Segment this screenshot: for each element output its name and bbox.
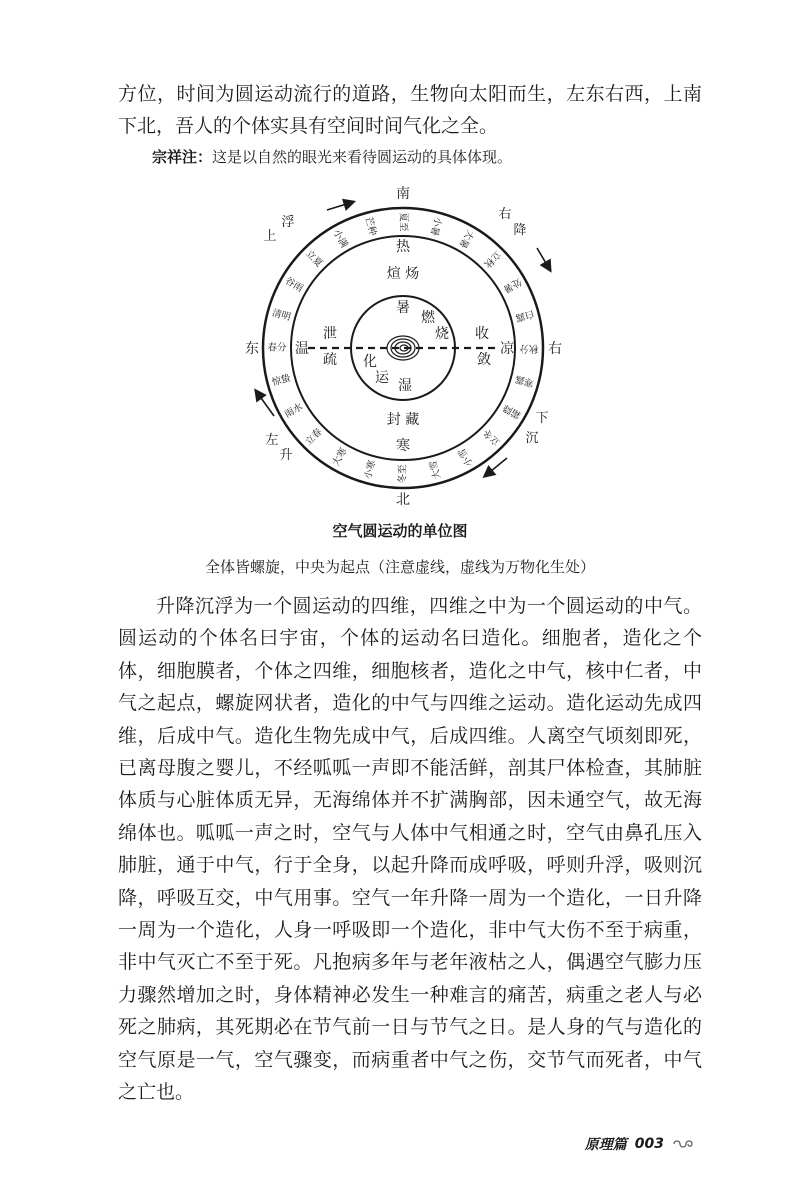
solar-term-label: 大雪 [427,459,444,481]
inner-right: 烧 [435,326,449,342]
corner-top-right-1: 右 [498,207,512,222]
ring-top-pair: 煊 炀 [386,266,420,282]
arrow-top-left [327,202,353,210]
solar-term-label: 芒种 [362,215,379,237]
solar-term-label: 惊蛰 [270,372,292,389]
inner-left: 化 [363,354,377,370]
solar-term-label: 夏至 [397,212,409,232]
ring-cool: 凉 [500,341,514,357]
solar-term-label: 大寒 [330,446,350,469]
direction-west: 右 [548,341,562,357]
inner-right-top: 燃 [421,310,435,326]
corner-bottom-left-2: 升 [279,448,293,463]
arrow-top-right [537,248,550,270]
corner-bottom-left-1: 左 [265,433,279,448]
corner-top-left-2: 浮 [281,215,295,230]
arrow-bottom-right [485,458,507,476]
top-paragraph: 方位，时间为圆运动流行的道路，生物向太阳而生，左东右西，上南下北，吾人的个体实具有空间时间气化之全。 [118,83,702,137]
solar-term-label: 冬至 [397,464,409,484]
solar-term-label: 小暑 [427,215,444,237]
ring-right-bottom: 敛 [477,352,491,368]
figure-subtitle: 全体皆螺旋，中央为起点（注意虚线，虚线为万物化生处） [204,558,595,576]
solar-term-label: 清明 [270,307,292,324]
direction-south: 南 [396,186,410,202]
corner-top-right-2: 降 [513,223,527,238]
circle-motion-diagram [230,178,590,518]
solar-term-label: 雨水 [282,401,305,421]
ring-heat: 热 [396,239,410,255]
solar-term-label: 小满 [330,227,350,250]
solar-term-label: 大暑 [456,227,476,250]
solar-term-label: 处暑 [501,275,524,295]
solar-term-label: 春分 [267,342,287,354]
solar-term-label: 谷雨 [282,275,305,295]
direction-east: 东 [245,341,259,357]
ring-cold: 寒 [396,438,410,454]
center-spiral-icon [387,336,419,360]
ring-right-top: 收 [475,326,489,342]
body-paragraph: 升降沉浮为一个圆运动的四维，四维之中为一个圆运动的中气。圆运动的个体名曰宇宙，个体的运动名曰造化。细胞者，造化之个体，细胞膜者，个体之四维，细胞核者，造化之中气，核中仁者，中气之起点，螺旋网状者，造化的中气与四维之运动。造化运动先成四维，后成中气。造化生物先成中气，后成四维。人离空气顷刻即死，已离母腹之婴儿，不经呱呱一声即不能活鲜，剖其尸体检查，其肺脏体质与心脏体质无异，无海绵体并不扩满胸部，因未通空气，故无海绵体也。呱呱一声之时，空气与人体中气相通之时，空气由鼻孔压入肺脏，通于中气，行于全身，以起升降而成呼吸，呼则升浮，吸则沉降，呼吸互交，中气用事。空气一年升降一周为一个造化，一日升降一周为一个造化，人身一呼吸即一个造化，非中气大伤不至于病重，非中气灭亡不至于死。凡抱病多年与老年液枯之人，偶遇空气膨力压力骤然增加之时，身体精神必发生一种难言的痛苦，病重之老人与必死之肺病，其死期必在节气前一日与节气之日。是人身的气与造化的空气原是一气，空气骤变，而病重者中气之伤，交节气而死者，中气之亡也。 [118,595,702,1104]
solar-term-label: 寒露 [514,372,536,389]
ornament-icon [672,1138,696,1150]
solar-term-label: 小雪 [456,446,476,469]
solar-term-label: 霜降 [501,401,524,421]
solar-term-label: 立夏 [303,248,325,270]
inner-bottom: 湿 [398,378,412,394]
editor-note [152,146,712,168]
ring-left-bottom: 疏 [323,352,337,368]
page-footer [585,1134,696,1154]
editor-note-text: 这是以自然的眼光来看待圆运动的具体体现。 [212,148,513,166]
direction-north: 北 [396,492,410,508]
solar-term-label: 白露 [514,307,536,324]
solar-term-label: 小寒 [362,459,379,481]
ring-bottom-pair: 封 藏 [386,412,420,428]
inner-bottom-left: 运 [375,370,389,386]
solar-term-label: 立冬 [481,426,503,448]
inner-top: 暑 [396,300,410,316]
ring-warm: 温 [295,341,309,357]
figure-title: 空气圆运动的单位图 [332,522,468,540]
corner-top-left-1: 上 [263,229,277,244]
solar-term-label: 立春 [303,426,325,448]
ring-left-top: 泄 [323,326,337,342]
editor-note-label: 宗祥注： [152,148,213,166]
corner-bottom-right-2: 沉 [525,431,539,446]
solar-term-label: 秋分 [519,342,539,354]
footer-section: 原理篇 [584,1137,627,1153]
solar-term-label: 立秋 [481,248,503,270]
corner-bottom-right-1: 下 [535,411,549,426]
footer-page-number: 003 [634,1136,664,1152]
